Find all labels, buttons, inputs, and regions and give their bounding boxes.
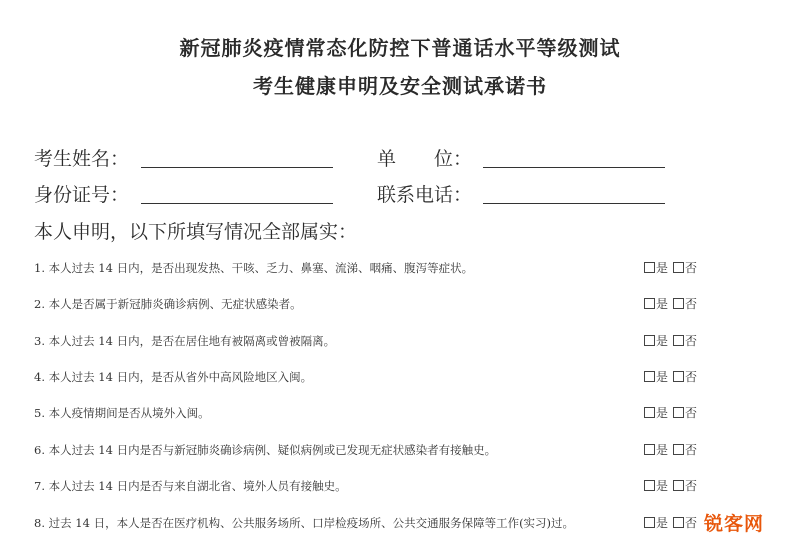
document-title: 新冠肺炎疫情常态化防控下普通话水平等级测试 [179,36,621,60]
no-label: 否 [685,479,698,493]
yes-label: 是 [656,516,669,530]
phone-field[interactable] [483,203,665,204]
answer-choices-4 [644,368,697,385]
question-item-4: 4. 本人过去 14 日内，是否从省外中高风险地区入闽。 [34,370,313,384]
yes-label: 是 [656,261,669,275]
yes-checkbox[interactable] [644,262,655,273]
answer-choices-3 [644,332,697,349]
no-checkbox[interactable] [673,335,684,346]
yes-checkbox[interactable] [644,335,655,346]
answer-choices-7 [644,477,697,494]
no-label: 否 [685,261,698,275]
no-checkbox[interactable] [673,480,684,491]
yes-checkbox[interactable] [644,480,655,491]
no-checkbox[interactable] [673,407,684,418]
question-item-7: 7. 本人过去 14 日内是否与来自湖北省、境外人员有接触史。 [34,479,347,493]
phone-label: 联系电话： [377,184,473,206]
no-label: 否 [685,370,698,384]
yes-checkbox[interactable] [644,517,655,528]
question-item-6: 6. 本人过去 14 日内是否与新冠肺炎确诊病例、疑似病例或已发现无症状感染者有接触史。 [34,443,497,457]
no-checkbox[interactable] [673,371,684,382]
document-subtitle: 考生健康申明及安全测试承诺书 [253,74,547,98]
yes-checkbox[interactable] [644,407,655,418]
unit-label: 单 位： [377,148,473,170]
no-checkbox[interactable] [673,298,684,309]
answer-choices-6 [644,441,697,458]
name-label: 考生姓名： [34,148,130,170]
no-label: 否 [685,443,698,457]
no-checkbox[interactable] [673,262,684,273]
yes-label: 是 [656,297,669,311]
yes-checkbox[interactable] [644,444,655,455]
watermark-logo: 锐客网 [703,513,764,535]
yes-label: 是 [656,334,669,348]
yes-checkbox[interactable] [644,371,655,382]
question-item-2: 2. 本人是否属于新冠肺炎确诊病例、无症状感染者。 [34,297,302,311]
yes-checkbox[interactable] [644,298,655,309]
question-item-1: 1. 本人过去 14 日内，是否出现发热、干咳、乏力、鼻塞、流涕、咽痛、腹泻等症状。 [34,261,474,275]
answer-choices-2 [644,295,697,312]
answer-choices-1 [644,259,697,276]
yes-label: 是 [656,370,669,384]
no-label: 否 [685,516,698,530]
id-label: 身份证号： [34,184,130,206]
no-checkbox[interactable] [673,444,684,455]
question-item-8: 8. 过去 14 日，本人是否在医疗机构、公共服务场所、口岸检疫场所、公共交通服务保障等工作(实习)过。 [34,516,575,530]
question-item-5: 5. 本人疫情期间是否从境外入闽。 [34,406,210,420]
question-item-3: 3. 本人过去 14 日内，是否在居住地有被隔离或曾被隔离。 [34,334,336,348]
answer-choices-8 [644,514,697,531]
no-label: 否 [685,334,698,348]
id-field[interactable] [141,203,333,204]
name-field[interactable] [141,167,333,168]
yes-label: 是 [656,443,669,457]
declaration-text: 本人申明，以下所填写情况全部属实： [34,221,358,243]
answer-choices-5 [644,404,697,421]
no-checkbox[interactable] [673,517,684,528]
yes-label: 是 [656,406,669,420]
unit-field[interactable] [483,167,665,168]
no-label: 否 [685,297,698,311]
yes-label: 是 [656,479,669,493]
no-label: 否 [685,406,698,420]
